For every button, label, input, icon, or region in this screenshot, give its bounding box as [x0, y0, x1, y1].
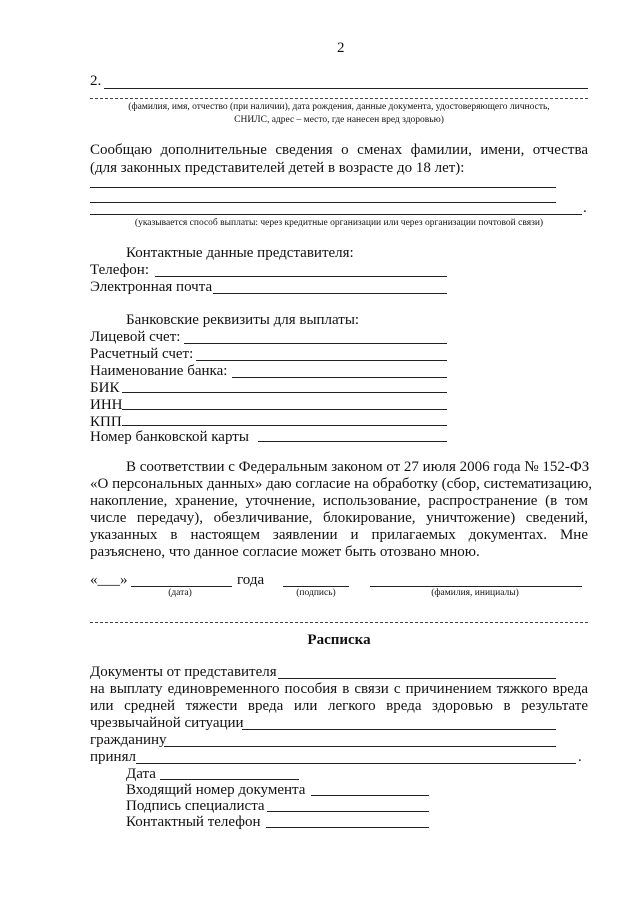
additional-field-line-2[interactable] — [90, 202, 556, 203]
payment-method-caption: (указывается способ выплаты: через кредитные организации или через организации почтовой связи) — [134, 218, 544, 228]
consent-line5: указанных в настоящем заявлении и прилагаемых документах. Мне — [90, 527, 588, 543]
receipt-date-label: Дата — [126, 766, 156, 782]
page-number: 2 — [337, 40, 345, 56]
consent-line1: В соответствии с Федеральным законом от 27 июля 2006 года № 152-ФЗ — [126, 459, 590, 475]
date-month-field[interactable] — [131, 586, 232, 587]
settlement-account-field[interactable] — [196, 360, 447, 361]
specialist-signature-field[interactable] — [267, 811, 429, 812]
name-caption: (фамилия, инициалы) — [431, 588, 519, 598]
kpp-field[interactable] — [122, 425, 447, 426]
receipt-line4: чрезвычайной ситуации — [90, 715, 244, 731]
contacts-heading: Контактные данные представителя: — [126, 245, 354, 261]
kpp-label: КПП — [90, 414, 122, 430]
consent-line2: «О персональных данных» даю согласие на обработку (сбор, систематизацию, — [90, 476, 593, 492]
additional-field-line-3[interactable] — [90, 214, 582, 215]
email-label: Электронная почта — [90, 279, 213, 295]
phone-field[interactable] — [155, 276, 447, 277]
item2-field-line-2[interactable] — [90, 98, 588, 99]
card-number-field[interactable] — [258, 441, 447, 442]
cut-line — [90, 622, 588, 623]
card-number-label: Номер банковской карты — [90, 429, 249, 445]
additional-info-line2: (для законных представителей детей в возрасте до 18 лет): — [90, 160, 465, 176]
year-label: года — [237, 572, 265, 588]
bik-field[interactable] — [122, 392, 447, 393]
accepted-label: принял — [90, 749, 136, 765]
receipt-line2: на выплату единовременного пособия в связи с причинением тяжкого вреда — [90, 681, 588, 697]
consent-line6: разъяснено, что данное согласие может быть отозвано мною. — [90, 544, 480, 560]
consent-line3: накопление, хранение, уточнение, использование, распространение (в том — [90, 493, 588, 509]
item2-caption-1: (фамилия, имя, отчество (при наличии), дата рождения, данные документа, удостоверяющего личность, — [128, 102, 550, 112]
item-number: 2. — [90, 73, 102, 89]
account-field[interactable] — [184, 343, 447, 344]
receipt-date-field[interactable] — [160, 779, 299, 780]
emergency-field[interactable] — [242, 729, 556, 730]
item2-field-line[interactable] — [104, 88, 588, 89]
name-initials-field[interactable] — [370, 586, 582, 587]
incoming-number-field[interactable] — [311, 795, 429, 796]
consent-line4: числе передачу), обезличивание, блокирование, уничтожение) сведений, — [90, 510, 588, 526]
signature-caption: (подпись) — [296, 588, 336, 598]
incoming-number-label: Входящий номер документа — [126, 782, 306, 798]
accepted-field[interactable] — [136, 763, 576, 764]
bank-name-label: Наименование банка: — [90, 363, 228, 379]
date-caption: (дата) — [168, 588, 192, 598]
account-label: Лицевой счет: — [90, 329, 181, 345]
citizen-label: гражданину — [90, 732, 167, 748]
contact-phone-label: Контактный телефон — [126, 814, 261, 830]
signature-field[interactable] — [283, 586, 349, 587]
additional-field-line-1[interactable] — [90, 187, 556, 188]
docs-from-label: Документы от представителя — [90, 664, 277, 680]
additional-info-line1: Сообщаю дополнительные сведения о сменах фамилии, имени, отчества — [90, 142, 588, 158]
contact-phone-field[interactable] — [266, 827, 429, 828]
receipt-end-dot: . — [578, 749, 582, 765]
receipt-title: Расписка — [307, 632, 371, 648]
bik-label: БИК — [90, 380, 120, 396]
date-day-field[interactable]: «___» — [90, 572, 128, 588]
specialist-signature-label: Подпись специалиста — [126, 798, 265, 814]
receipt-line3: или средней тяжести вреда или легкого вреда здоровью в результате — [90, 698, 588, 714]
bank-name-field[interactable] — [232, 377, 447, 378]
inn-label: ИНН — [90, 397, 123, 413]
inn-field[interactable] — [122, 409, 447, 410]
item2-caption-2: СНИЛС, адрес – место, где нанесен вред здоровью) — [234, 115, 444, 125]
email-field[interactable] — [213, 293, 447, 294]
bank-heading: Банковские реквизиты для выплаты: — [126, 312, 360, 328]
settlement-account-label: Расчетный счет: — [90, 346, 194, 362]
citizen-field[interactable] — [164, 746, 556, 747]
phone-label: Телефон: — [90, 262, 149, 278]
representative-field[interactable] — [278, 678, 556, 679]
additional-end-dot: . — [583, 200, 587, 216]
